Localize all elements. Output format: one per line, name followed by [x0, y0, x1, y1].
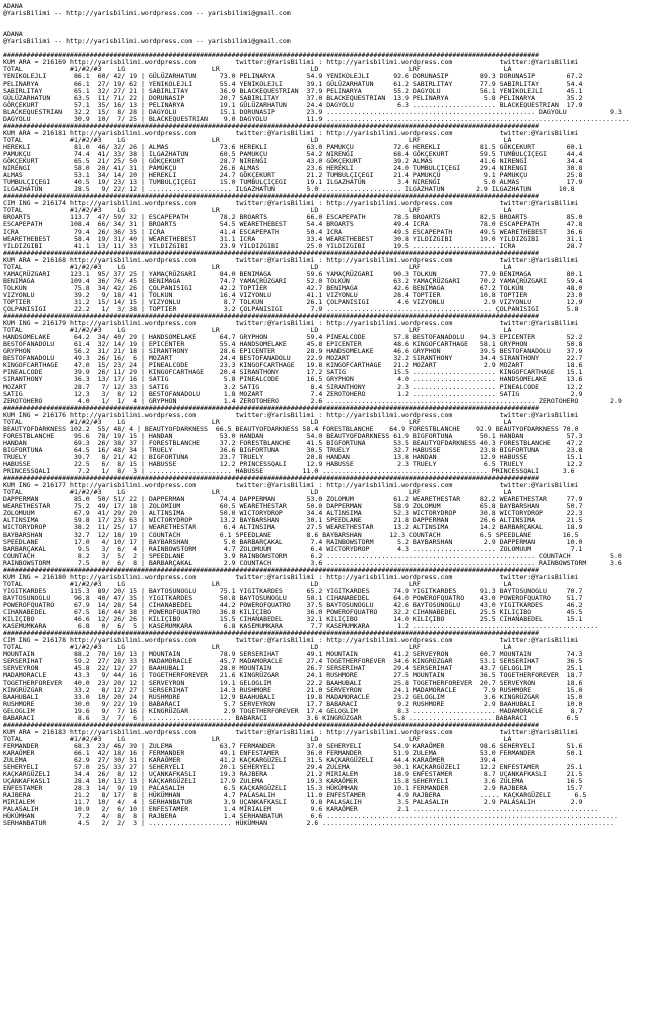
result-row: BABARACI 8.6 3/ 7/ 6 | ..................... BABARACI 3.6 KINGRÜZGAR 5.8 ..................... BABARACI 6.5	[3, 713, 579, 722]
result-row: ENFESTAMER 28.3 14/ 9/ 19 | PALASALIH 6.5 KAÇKARGÜZELI 15.3 HÜKÜMHAN 10.1 FERMANDER 2.9 RAJBERA 15.7	[3, 784, 583, 793]
city-title: ADANA	[3, 2, 23, 10]
result-row: SERHANBATUR 4.5 2/ 2/ 3 | ..................... HÜKÜMHAN 2.6 ..........................................................................	[3, 819, 614, 828]
blank-line	[3, 17, 661, 24]
result-row: UÇANKAFKASLI 28.4 10/ 13/ 13 | KAÇKARGÜZELI 17.9 ZULEMA 19.3 KARAÖMER 15.8 SEHERYELI 3.6 ZULEMA 16.5	[3, 777, 583, 786]
result-row: TRUELY 39.7 8/ 21/ 42 | BIGFORTUNA 23.7 TRUELY 20.8 HANDAN 13.8 HANDAN 12.9 HABUSSE 15.1	[3, 453, 583, 461]
race-tables	[3, 59, 661, 827]
result-row: TUMBULÇIÇEGI 40.5 19/ 23/ 13 | TUMBULÇIÇEGI 15.0 TUMBULÇIÇEGI 19.1 ILGAZHATUN 3.4 NIRENGI 5.0 ALMAS 17.9	[3, 178, 583, 187]
result-row: WEARETHEBEST 58.4 19/ 31/ 40 | WEARETHEBEST 31.1 ICRA 33.4 WEARETHEBEST 30.8 YILDIZGIBI 19.0 YILDIZGIBI 31.1	[3, 234, 583, 243]
column-header-line: TOTAL #1/#2/#3 LG LR LD LRF LA	[3, 326, 512, 335]
result-row: YILDIZGIBI 41.1 13/ 11/ 33 | YILDIZGIBI 23.9 YILDIZGIBI 25.0 YILDIZGIBI 19.5 ..................... ICRA 28.7	[3, 241, 583, 250]
result-row: BIGFORTUNA 64.5 16/ 48/ 34 | TRUELY 36.6 BIGFORTUNA 30.5 TRUELY 32.7 HABUSSE 23.8 BIGFORTUNA 23.8	[3, 445, 583, 454]
race-header-line: KUM ING = 216180 http://yarisbilimi.wordpress.com twitter:@YarisBilimi : http://yarisbilimi.wordpress.com twitter:@YarisBilimi	[3, 572, 579, 581]
result-row: BAAHUBALI 33.0 10/ 20/ 24 | RUSHMORE 12.9 BAAHUBALI 19.8 MADAMORACLE 23.2 GELOGLIM 3.6 KINGRÜZGAR 15.0	[3, 692, 583, 701]
result-row: RUSHMORE 30.0 9/ 22/ 19 | BABARACI 5.7 SERVEYRON 17.7 BABARACI 9.2 RUSHMORE 2.9 BAAHUBALI 10.0	[3, 699, 583, 708]
result-row: SIRANTHONY 36.3 13/ 17/ 16 | SATIG 5.8 PINEALCODE 16.5 GRYPHON 4.0 ..................... HANDSOMELAKE 13.6	[3, 375, 583, 384]
result-row: PRINCESSQALI 7.2 1/ 8/ 3 | ..................... HABUSSE 11.0 .......................................... PRINCESSQALI 3.6	[3, 467, 575, 476]
result-row: PAMUKÇU 74.4 41/ 33/ 38 | ILGAZHATUN 60.5 PAMUKÇU 54.2 NIRENGI 68.4 GÖKÇEKURT 59.5 TUMBULÇIÇEGI 44.4	[3, 149, 583, 158]
result-row: YAMAÇRÜZGARI 123.1 95/ 37/ 25 | YAMAÇRÜZGARI 84.0 BENIMAGA 59.6 YAMAÇRÜZGARI 90.3 TOLKUN 77.9 BENIMAGA 80.1	[3, 269, 583, 278]
result-row: ESCAPEPATH 108.4 66/ 34/ 31 | BROARTS 54.5 WEARETHEBEST 54.4 BROARTS 49.4 ICRA 78.0 ESCAPEPATH 47.8	[3, 220, 583, 229]
city-title-repeat: ADANA	[3, 30, 23, 39]
result-row: MOZART 28.7 7/ 12/ 33 | SATIG 3.2 SATIG 8.4 SIRANTHONY 2.3 ..................... PINEALCODE 12.2	[3, 382, 583, 391]
result-row: DAPPERMAN 85.0 50/ 51/ 22 | DAPPERMAN 74.4 DAPPERMAN 53.0 ZOLOMUM 61.2 WEARETHESTAR 82.2 WEARETHESTAR 77.9	[3, 495, 583, 504]
result-row: SABIRLITAY 65.1 32/ 27/ 21 | SABIRLITAY 36.9 BLACKEQUESTRIAN 37.9 PELINARYA 55.2 DAGYOLU 56.1 YENIKOLEJLI 45.1	[3, 86, 583, 95]
separator-line: ########################################################################################################################################	[3, 720, 540, 729]
result-row: DAGYOLU 30.9 10/ 7/ 25 | BLACKEQUESTRIAN 9.0 DAGYOLU 11.9 .............................................................................	[3, 114, 630, 123]
result-row: HÜKÜMHAN 7.2 4/ 8/ 8 | RAJBERA 1.4 SERHANBATUR 6.6 ..........................................................................	[3, 812, 618, 821]
credit-line: @YarisBilimi -- http://yarisbilimi.wordpress.com -- yarisbilimi@gmail.com	[3, 9, 291, 18]
race-header-line: KUM ARA = 216168 http://yarisbilimi.wordpress.com twitter:@YarisBilimi : http://yarisbilimi.wordpress.com twitter:@YarisBilimi	[3, 255, 579, 264]
column-header-line: TOTAL #1/#2/#3 LG LR LD LRF LA	[3, 488, 512, 497]
result-row: HANDAN 69.3 26/ 38/ 37 | FORESTBLANCHE 37.2 FORESTBLANCHE 41.5 BIGFORTUNA 53.5 BEAUTYOFDARKNESS 40.3 FORESTBLANCHE 47.2	[3, 438, 583, 447]
result-row: HABUSSE 22.5 6/ 8/ 15 | HABUSSE 12.2 PRINCESSQALI 12.9 HABUSSE 2.3 TRUELY 6.5 TRUELY 12.2	[3, 460, 583, 469]
column-header-line: TOTAL #1/#2/#3 LG LR LD LRF LA	[3, 579, 512, 588]
result-row: BAYTOSUNOGLU 96.8 40/ 47/ 35 | YIGITKARDES 50.8 BAYTOSUNOGLU 50.1 CIHANABEDEL 64.0 POWEROFQUATRO 43.0 POWEROFQUATRO 51.7	[3, 593, 583, 602]
result-row: TOGETHERFOREVER 40.0 23/ 20/ 12 | SERVEYRON 19.1 GELOGLIM 22.2 BAAHUBALI 25.8 TOGETHERFOREVER 20.7 SERVEYRON 18.6	[3, 678, 583, 687]
result-row: KINGRÜZGAR 33.2 8/ 12/ 27 | SERSERIHAT 14.3 RUSHMORE 21.0 SERVEYRON 24.1 MADAMORACLE 7.9 RUSHMORE 15.0	[3, 685, 583, 694]
race-header-line: CIM ING = 216174 http://yarisbilimi.wordpress.com twitter:@YarisBilimi : http://yarisbilimi.wordpress.com twitter:@YarisBilimi	[3, 199, 579, 208]
column-header-line: TOTAL #1/#2/#3 LG LR LD LRF LA	[3, 65, 512, 74]
result-row: GÜLÜZARHATUN 63.5 11/ 71/ 22 | DORUNASIP 20.7 SABIRLITAY 37.0 BLACKEQUESTRIAN 13.9 PELINARYA 5.8 PELINARYA 35.2	[3, 93, 583, 102]
race-header-line: KUM ARA = 216181 http://yarisbilimi.wordpress.com twitter:@YarisBilimi : http://yarisbilimi.wordpress.com twitter:@YarisBilimi	[3, 128, 579, 137]
race-header-line: KUM ING = 216179 http://yarisbilimi.wordpress.com twitter:@YarisBilimi : http://yarisbilimi.wordpress.com twitter:@YarisBilimi	[3, 319, 579, 328]
result-row: BEAUTYOFDARKNESS 102.2 55/ 48/ 4 | BEAUTYOFDARKNESS 66.5 BEAUTYOFDARKNESS 58.4 FORESTBLANCHE 64.9 FORESTBLANCHE 92.9 BEAUTYOFDARKNESS 70.0	[3, 424, 579, 433]
result-row: SERSERIHAT 59.2 27/ 28/ 33 | MADAMORACLE 45.7 MADAMORACLE 27.4 TOGETHERFOREVER 34.6 KINGRÜZGAR 53.1 SERSERIHAT 36.5	[3, 657, 583, 666]
result-row: POWEROFQUATRO 67.9 14/ 28/ 54 | CIHANABEDEL 44.2 POWEROFQUATRO 37.5 BAYTOSUNOGLU 42.6 BAYTOSUNOGLU 43.0 YIGITKARDES 46.2	[3, 600, 583, 609]
column-header-line: TOTAL #1/#2/#3 LG LR LD LRF LA	[3, 417, 512, 426]
result-row: ILGAZHATUN 28.5 9/ 22/ 12 | ..................... ILGAZHATUN 5.0 .................... ILGAZHATUN 2.9 ILGAZHATUN 10.8	[3, 185, 575, 194]
result-row: PALASALIH 10.9 2/ 6/ 10 | ENFESTAMER 1.4 MIRIALEM 9.6 KARAÖMER 2.1 ...............................................	[3, 805, 599, 814]
result-row: WICTORYDROP 38.2 11/ 25/ 17 | WEARETHESTAR 6.4 ALTINSIMA 27.5 WEARETHESTAR 13.2 ALTINSIMA 14.2 BARBARÇAKAL 18.9	[3, 523, 583, 532]
result-row: BROARTS 113.7 47/ 59/ 32 | ESCAPEPATH 78.2 BROARTS 66.0 ESCAPEPATH 78.5 BROARTS 82.5 BROARTS 85.0	[3, 213, 583, 222]
result-row: BENIMAGA 109.4 36/ 76/ 45 | BENIMAGA 74.7 YAMAÇRÜZGARI 52.0 TOLKUN 63.2 YAMAÇRÜZGARI 70.2 YAMAÇRÜZGARI 59.4	[3, 276, 583, 285]
result-row: SEHERYELI 57.0 25/ 33/ 27 | SEHERYELI 20.1 SEHERYELI 29.4 ZULEMA 30.1 KAÇKARGÜZELI 12.2 ENFESTAMER 25.1	[3, 763, 583, 772]
separator-line: ########################################################################################################################################	[3, 565, 540, 574]
separator-line: ########################################################################################################################################	[3, 121, 540, 130]
separator-line: ########################################################################################################################################	[3, 51, 540, 60]
column-header-line: TOTAL #1/#2/#3 LG LR LD LRF LA	[3, 206, 512, 215]
column-header-line: TOTAL #1/#2/#3 LG LR LD LRF LA	[3, 262, 512, 271]
result-row: KASEMUMKARA 6.8 0/ 6/ 5 | KASEMUMKARA 6.8 KASEMUMKARA 7.7 KASEMUMKARA 1.2 ...............................................	[3, 622, 599, 631]
result-row: RAINBOWSTORM 7.5 0/ 6/ 8 | BARBARÇAKAL 2.9 COUNTACH 3.6 ..................................................... RAINBOWSTORM 3.6	[3, 558, 622, 567]
result-row: ZULEMA 62.9 27/ 30/ 31 | KARAÖMER 41.2 KAÇKARGÜZELI 31.5 KAÇKARGÜZELI 44.4 KARAÖMER 39.4	[3, 756, 496, 765]
result-row: GELOGLIM 19.6 9/ 7/ 16 | KINGRÜZGAR 2.9 TOGETHERFOREVER 17.4 GELOGLIM 8.3 ..................... MADAMORACLE 8.7	[3, 706, 583, 715]
result-row: BESTOFANADOLU 61.4 32/ 14/ 19 | EPICENTER 55.4 HANDSOMELAKE 45.8 EPICENTER 48.6 KINGOFCARTHAGE 58.1 GRYPHON 50.8	[3, 340, 583, 349]
result-row: MIRIALEM 11.7 10/ 4/ 4 | SERHANBATUR 3.9 UÇANKAFKASLI 9.8 PALASALIH 3.5 PALASALIH 2.9 PALASALIH 2.9	[3, 798, 583, 807]
race-header-line: KUM ARA = 216183 http://yarisbilimi.wordpress.com twitter:@YarisBilimi : http://yarisbilimi.wordpress.com twitter:@YarisBilimi	[3, 727, 579, 736]
column-header-line: TOTAL #1/#2/#3 LG LR LD LRF LA	[3, 734, 512, 743]
result-row: KINGOFCARTHAGE 47.0 15/ 23/ 24 | PINEALCODE 23.3 KINGOFCARTHAGE 19.8 KINGOFCARTHAGE 21.2 MOZART 2.9 MOZART 18.6	[3, 361, 583, 370]
result-row: MADAMORACLE 43.3 9/ 44/ 16 | TOGETHERFOREVER 21.6 KINGRÜZGAR 24.1 RUSHMORE 27.5 MOUNTAIN 36.5 TOGETHERFOREVER 18.7	[3, 671, 583, 680]
result-row: HEREKLI 81.0 46/ 32/ 26 | ALMAS 73.6 HEREKLI 63.0 PAMUKÇU 72.6 HEREKLI 81.5 GÖKÇEKURT 60.1	[3, 142, 583, 151]
blank-line	[3, 24, 661, 31]
separator-line: ########################################################################################################################################	[3, 403, 540, 412]
result-row: ALTINSIMA 59.8 17/ 23/ 63 | WICTORYDROP 13.2 BAYBARSHAN 30.1 SPEEDLANE 21.8 DAPPERMAN 26.6 ALTINSIMA 21.5	[3, 516, 583, 525]
result-row: TOPTIER 31.2 15/ 14/ 15 | VIZYONLU 8.7 TOLKUN 26.1 ÇOLPANISIGI 4.6 VIZYONLU 2.9 VIZYONLU 12.9	[3, 297, 583, 306]
result-row: COUNTACH 8.2 3/ 5/ 2 | SPEEDLANE 3.9 RAINBOWSTORM 6.2 ..................................................... COUNTACH 5.0	[3, 551, 622, 560]
separator-line: ########################################################################################################################################	[3, 312, 540, 321]
result-row: KAÇKARGÜZELI 34.4 26/ 8/ 12 | UÇANKAFKASLI 19.3 RAJBERA 21.2 MIRIALEM 18.9 ENFESTAMER 8.7 UÇANKAFKASLI 21.5	[3, 770, 583, 779]
result-row: GRYPHON 56.2 31/ 21/ 18 | SIRANTHONY 28.6 EPICENTER 28.9 HANDSOMELAKE 46.6 GRYPHON 39.5 BESTOFANADOLU 37.9	[3, 347, 583, 356]
result-row: ZOLOMUUM 67.9 41/ 29/ 20 | ALTINSIMA 50.0 WICTORYDROP 34.4 ALTINSIMA 52.3 WICTORYDROP 30.8 WICTORYDROP 22.3	[3, 509, 583, 518]
result-row: GÖKÇEKURT 65.5 21/ 25/ 50 | GÖKÇEKURT 28.7 NIRENGI 43.0 GÖKÇEKURT 39.2 ALMAS 41.6 NIRENGI 34.4	[3, 157, 583, 166]
separator-line: ########################################################################################################################################	[3, 248, 540, 257]
result-row: VIZYONLU 39.2 9/ 18/ 41 | TOLKUN 16.4 VIZYONLU 41.1 VIZYONLU 28.4 TOPTIER 10.8 TOPTIER 23.0	[3, 290, 583, 299]
result-row: BARBARÇAKAL 9.5 3/ 6/ 4 | RAINBOWSTORM 4.7 ZOLOMUUM 6.4 WICTORYDROP 4.3 ..................... ZOLOMUUM 7.1	[3, 544, 583, 553]
result-row: YENIKOLEJLI 86.1 60/ 42/ 19 | GÜLÜZARHATUN 73.0 PELINARYA 54.9 YENIKOLEJLI 92.6 DORUNASIP 89.3 DORUNASIP 67.2	[3, 72, 583, 81]
result-row: RAJBERA 21.2 8/ 17/ 8 | HÜKÜMHAN 4.7 PALASALIH 11.0 ENFESTAMER 4.9 RAJBERA ..... KAÇKARGÜZELI 6.5	[3, 791, 587, 800]
result-row: FORESTBLANCHE 95.6 78/ 19/ 15 | HANDAN 53.0 HANDAN 54.0 BEAUTYOFDARKNESS 61.9 BIGFORTUNA 50.1 HANDAN 57.3	[3, 431, 583, 440]
result-row: YIGITKARDES 115.3 89/ 20/ 15 | BAYTOSUNOGLU 75.1 YIGITKARDES 65.2 YIGITKARDES 74.9 YIGITKARDES 91.3 BAYTOSUNOGLU 70.7	[3, 586, 583, 595]
result-row: BESTOFANADOLU 49.3 26/ 16/ 6 | MOZART 24.4 BESTOFANADOLU 22.9 MOZART 32.2 SIRANTHONY 34.4 SIRANTHONY 22.7	[3, 354, 583, 363]
result-row: GÖRÇEKURT 57.1 35/ 16/ 13 | PELINARYA 19.1 GÜLÜZARHATUN 24.4 DAGYOLU 6.3 ..................... BLACKEQUESTRIAN 17.9	[3, 100, 583, 109]
result-row: FERMANDER 68.3 23/ 46/ 39 | ZULEMA 63.7 FERMANDER 37.0 SEHERYELI 54.9 KARAÖMER 98.6 SEHERYELI 51.6	[3, 741, 583, 750]
result-row: ICRA 79.4 26/ 36/ 35 | ICRA 41.4 ESCAPEPATH 50.4 ICRA 49.5 ESCAPEPATH 49.5 WEARETHEBEST 36.6	[3, 227, 583, 236]
race-header-line: KUM ING = 216176 http://yarisbilimi.wordpress.com twitter:@YarisBilimi : http://yarisbilimi.wordpress.com twitter:@YarisBilimi	[3, 410, 579, 419]
race-header-line: CIM ING = 216178 http://yarisbilimi.wordpress.com twitter:@YarisBilimi : http://yarisbilimi.wordpress.com twitter:@YarisBilimi	[3, 636, 579, 645]
result-row: KARAÖMER 66.1 42/ 18/ 16 | FERMANDER 49.1 ENFESTAMER 36.0 FERMANDER 51.9 ZULEMA 53.0 FERMANDER 50.1	[3, 748, 583, 757]
separator-line: ########################################################################################################################################	[3, 192, 540, 201]
separator-line: ########################################################################################################################################	[3, 629, 540, 638]
result-row: NIRENGI 58.0 20/ 41/ 31 | PAMUKÇU 26.6 ALMAS 23.6 HEREKLI 24.0 TUMBULÇIÇEGI 29.4 NIRENGI 30.8	[3, 164, 583, 173]
result-row: PELINARYA 66.1 27/ 19/ 62 | YENIKOLEJLI 55.4 YENIKOLEJLI 39.1 GÜLÜZARHATUN 61.2 SABIRLITAY 77.9 SABIRLITAY 54.4	[3, 79, 583, 88]
separator-line: ########################################################################################################################################	[3, 474, 540, 483]
result-row: BAYBARSHAN 32.7 12/ 18/ 19 | COUNTACH 6.1 SPEEDLANE 8.6 BAYBARSHAN 12.3 COUNTACH 6.5 SPEEDLANE 16.5	[3, 530, 579, 539]
result-row: WEARETHESTAR 75.2 49/ 17/ 18 | ZOLOMIUM 60.5 WEARETHESTAR 50.0 DAPPERMAN 58.9 ZOLOMUM 65.8 BAYBARSHAN 50.7	[3, 502, 583, 511]
result-row: SERVEYRON 45.8 22/ 12/ 27 | BAAHUBALI 28.0 MOUNTAIN 26.7 SERSERIHAT 29.4 SERSERIHAT 43.7 GELOGLIM 25.1	[3, 664, 583, 673]
race-header-line: KUM ING = 216177 http://yarisbilimi.wordpress.com twitter:@YarisBilimi : http://yarisbilimi.wordpress.com twitter:@YarisBilimi	[3, 481, 579, 490]
column-header-line: TOTAL #1/#2/#3 LG LR LD LRF LA	[3, 135, 512, 144]
result-row: KILIÇIBO 46.6 12/ 26/ 26 | KILIÇIBO 15.5 CIHANABEDEL 32.1 KILIÇIBO 14.0 KILIÇIBO 25.5 CIHANABEDEL 15.1	[3, 615, 583, 624]
result-row: PINEALCODE 39.9 26/ 11/ 29 | KINGOFCARTHAGE 20.4 SIRANTHONY 17.2 SATIG 15.5 ..................... KINGOFCARTHAGE 15.1	[3, 368, 583, 377]
credit-line-repeat: @YarisBilimi -- http://yarisbilimi.wordpress.com -- yarisbilimi@gmail.com	[3, 37, 291, 46]
result-row: MOUNTAIN 88.2 70/ 10/ 13 | MOUNTAIN 78.9 SERSERIHAT 49.1 MOUNTAIN 41.2 SERVEYRON 60.7 MOUNTAIN 74.3	[3, 650, 583, 659]
result-row: BLACKEQUESTRIAN 32.2 15/ 8/ 28 | DAGYOLU 15.1 DORUNASIP 23.9 ..................................................... DAGYOLU 9.3	[3, 107, 622, 116]
result-row: ÇOLPANISIGI 22.2 1/ 3/ 38 | TOPTIER 3.2 ÇOLPANISIGI 7.9 .......................................... ÇOLPANISIGI 5.8	[3, 305, 579, 314]
race-header-line: KUM ARA = 216169 http://yarisbilimi.wordpress.com twitter:@YarisBilimi : http://yarisbilimi.wordpress.com twitter:@YarisBilimi	[3, 58, 579, 67]
result-row: ZEROTOHERO 4.0 1/ 1/ 4 | GRYPHON 1.4 ZEROTOHERO 2.6 ..................................................... ZEROTOHERO 2.9	[3, 396, 622, 405]
result-row: SPEEDLANE 17.0 4/ 10/ 17 | BAYBARSHAN 5.0 BARBARÇAKAL 7.4 RAINBOWSTORM 5.2 BAYBARSHAN 2.9 DAPPERMAN 10.0	[3, 537, 583, 546]
column-header-line: TOTAL #1/#2/#3 LG LR LD LRF LA	[3, 643, 512, 652]
result-row: TOLKUN 75.8 34/ 42/ 26 | ÇOLPANISIGI 42.2 TOPTIER 42.7 BENIMAGA 42.6 BENIMAGA 67.2 TOLKUN 48.0	[3, 283, 583, 292]
result-row: ALMAS 53.1 34/ 14/ 20 | HEREKLI 24.7 GÖKÇEKURT 21.2 TUMBULÇIÇEGI 21.4 PAMUKÇU 9.1 PAMUKÇU 25.8	[3, 171, 583, 180]
result-row: SATIG 12.3 3/ 8/ 12 | BESTOFANADOLU 1.8 MOZART 7.4 ZEROTOHERO 1.2 ..................... SATIG 2.9	[3, 389, 583, 398]
result-row: HANDSOMELAKE 64.2 34/ 40/ 29 | HANDSOMELAKE 64.7 GRYPHON 59.4 PINEALCODE 57.8 BESTOFANADOLU 94.3 EPICENTER 52.2	[3, 333, 583, 342]
result-row: CIHANABEDEL 67.5 16/ 44/ 38 | POWEROFQUATRO 36.8 KILIÇIBO 36.0 POWEROFQUATRO 32.2 CIHANABEDEL 25.5 KILIÇIBO 45.5	[3, 608, 583, 617]
